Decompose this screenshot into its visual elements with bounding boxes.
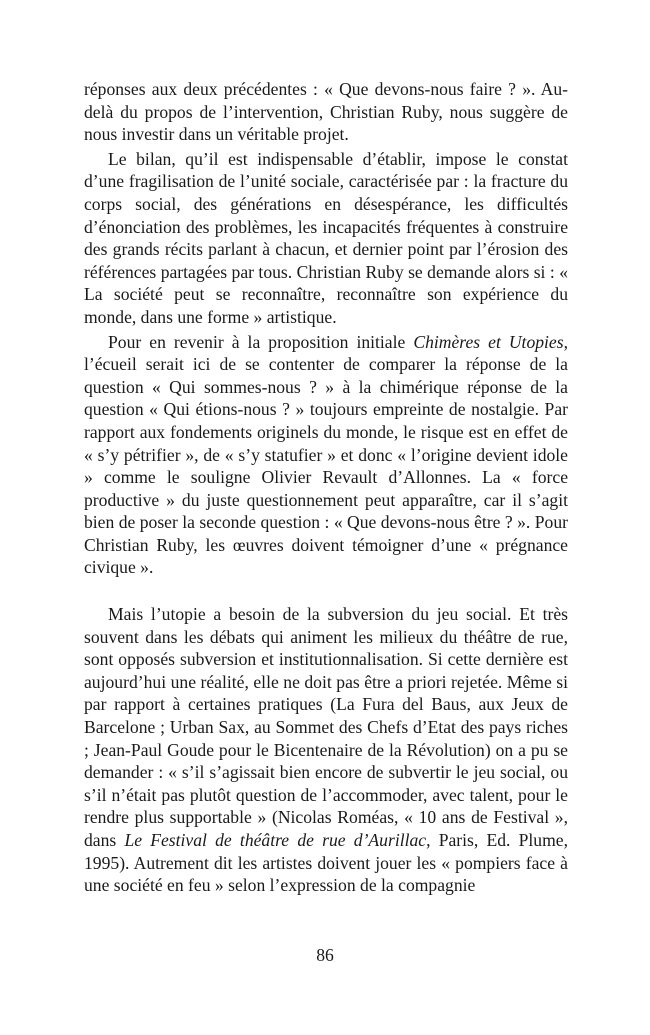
paragraph-4 bbox=[84, 603, 568, 897]
paragraph-3 bbox=[84, 331, 568, 580]
paragraph-2 bbox=[84, 148, 568, 329]
paragraph-4-text-before: Mais l’utopie a besoin de la subversion du jeu social. Et très souvent dans les débats qui animent les milieux du théâtre de rue, sont opposés subversion et institutionnalisation. Si cette dernière est aujourd’hui une réalité, elle ne doit pas être a priori rejetée. Même si par rapport à certaines pratiques (La Fura del Baus, aux Jeux de Barcelone ; Urban Sax, au Sommet des Chefs d’Etat des pays riches ; Jean-Paul Goude pour le Bicentenaire de la Révolution) on a pu se demander : « s’il s’agissait bien encore de subvertir le jeu social, ou s’il n’était pas plutôt question de l’accommoder, avec talent, pour le rendre plus supportable » (Nicolas Roméas, « 10 ans de Festival », dans bbox=[84, 604, 568, 850]
paragraph-4-text-after: , Paris, Ed. Plume, 1995). Autrement dit les artistes doivent jouer les « pompiers face à une société en feu » selon l’expression de la compagnie bbox=[84, 830, 568, 896]
paragraph-3-title-italic: Chimères et Utopies bbox=[413, 331, 564, 352]
paragraph-3-text-before: Pour en revenir à la proposition initiale bbox=[108, 331, 414, 352]
paragraph-2-text: Le bilan, qu’il est indispensable d’établir, impose le constat d’une fragilisation de l’unité sociale, caractérisée par : la fracture du corps social, des générations en désespérance, les difficultés d’énonciation des problèmes, les incapacités fréquentes à construire des grands récits parlant à chacun, et dernier point par l’érosion des références partagées par tous. Christian Ruby se demande alors si : « La société peut se reconnaître, reconnaître son expérience du monde, dans une forme » artistique. bbox=[84, 148, 568, 327]
paragraph-1 bbox=[84, 78, 568, 146]
paragraph-4-title-italic: Le Festival de théâtre de rue d’Aurillac bbox=[124, 830, 427, 850]
paragraph-1-text: réponses aux deux précédentes : « Que devons-nous faire ? ». Au-delà du propos de l’intervention, Christian Ruby, nous suggère de nous investir dans un véritable projet. bbox=[84, 79, 568, 145]
page-number: 86 bbox=[316, 945, 334, 965]
paragraph-3-text-after: , l’écueil serait ici de se contenter de comparer la réponse de la question « Qui sommes-nous ? » à la chimérique réponse de la question « Qui étions-nous ? » toujours empreinte de nostalgie. Par rapport aux fondements originels du monde, le risque est en effet de « s’y pétrifier », de « s’y statufier » et donc « l’origine devient idole » comme le souligne Olivier Revault d’Allonnes. La « force productive » du juste questionnement peut apparaître, car il s’agit bien de poser la seconde question : « Que devons-nous être ? ». Pour Christian Ruby, les œuvres doivent témoigner d’une « prégnance civique ». bbox=[84, 331, 568, 578]
page-body bbox=[84, 78, 568, 897]
